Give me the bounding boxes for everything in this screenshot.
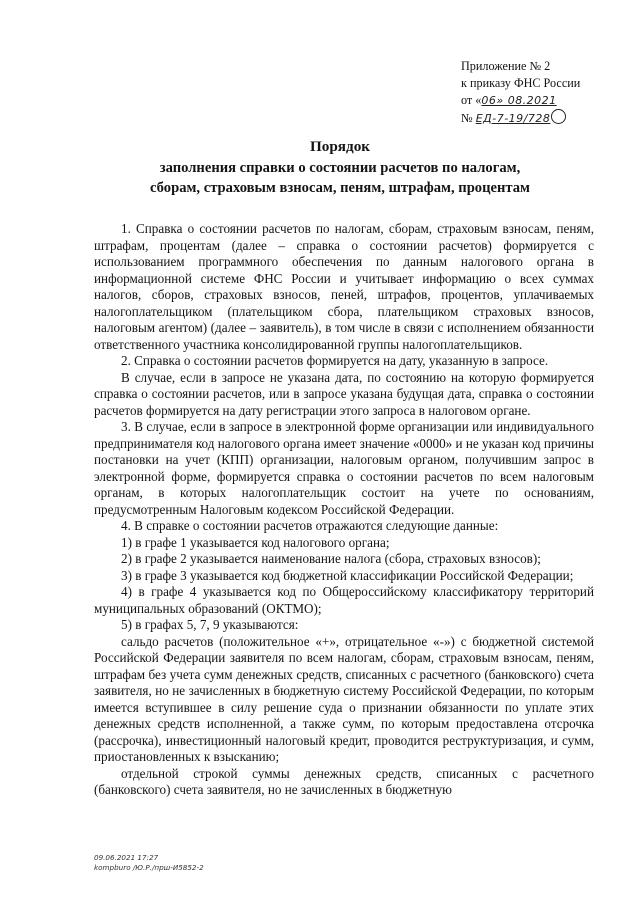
order-reference: к приказу ФНС России <box>461 76 581 90</box>
list-item: 4) в графе 4 указывается код по Общероссийскому классификатору территорий муниципальных образований (ОКТМО); <box>94 584 594 616</box>
appendix-number: Приложение № 2 <box>461 59 551 73</box>
list-item: 2) в графе 2 указывается наименование налога (сбора, страховых взносов); <box>121 551 541 566</box>
paragraph: 4. В справке о состоянии расчетов отражаются следующие данные: <box>121 518 499 533</box>
title-subheading-line-1: заполнения справки о состоянии расчетов по налогам, <box>159 160 521 176</box>
list-item: 3) в графе 3 указывается код бюджетной классификации Российской Федерации; <box>121 567 574 583</box>
appendix-header <box>461 58 611 127</box>
handwritten-number: ЕД-7-19/728 <box>475 112 551 125</box>
print-footer <box>94 853 204 873</box>
footer-timestamp: 09.06.2021 17:27 <box>94 853 159 862</box>
date-prefix: от « <box>461 93 482 107</box>
paragraph: 2. Справка о состоянии расчетов формируется на дату, указанную в запросе. <box>121 353 549 368</box>
paragraph: отдельной строкой суммы денежных средств, списанных с расчетного (банковского) счета заявителя, но не зачисленных в бюджетную <box>94 765 594 797</box>
paragraph: 3. В случае, если в запросе в электронной форме организации или индивидуального предпринимателя код налогового органа имеет значение «0000» и не указан код причины постановки на учет (КПП) организации, налоговым органом, получившим запрос в электронной форме, формируется справка о состоянии расчетов по всем налоговым органам, в которых налогоплательщик состоит на учете по основаниям, предусмотренным Налоговым кодексом Российской Федерации. <box>94 419 594 517</box>
list-item: 1) в графе 1 указывается код налогового органа; <box>121 534 390 550</box>
document-body <box>94 221 594 799</box>
handwritten-date: 06» 08.2021 <box>481 94 557 107</box>
paragraph: 1. Справка о состоянии расчетов по налогам, сборам, страховым взносам, пеням, штрафам, процентам (далее – справка о состоянии расчетов) формируется с использованием программного обеспечения по данным налогового органа в информационной системе ФНС России и учитывает информацию о всех суммах налогов, сборов, страховых взносов, пеней, штрафов, процентов, уплачиваемых налогоплательщиком (плательщиком сбора, плательщиком страховых взносов, налоговым агентом) (далее – заявитель), в том числе в связи с исполнением обязанности ответственного участника консолидированной группы налогоплательщиков. <box>94 221 594 352</box>
order-number-line <box>461 109 611 127</box>
title-subheading-line-2: сборам, страховым взносам, пеням, штрафам, процентам <box>150 180 530 196</box>
number-prefix: № <box>461 111 473 125</box>
document-title <box>100 137 580 198</box>
list-item: 5) в графах 5, 7, 9 указываются: <box>121 617 299 632</box>
title-heading: Порядок <box>309 138 371 155</box>
handwritten-circle-mark <box>551 109 566 124</box>
order-date-line <box>461 92 611 109</box>
footer-file-ref: kompburo /Ю.Р./прш-И5852-2 <box>94 863 204 872</box>
paragraph: сальдо расчетов (положительное «+», отрицательное «-») с бюджетной системой Российской Федерации заявителя по всем налогам, сборам, страховым взносам, пеням, штрафам без учета сумм денежных средств, списанных с расчетного (банковского) счета заявителя, но не зачисленных в бюджетную систему Российской Федерации, по которым имеется вступившее в силу решение суда о признании обязанности по уплате этих денежных средств исполненной, а также сумм, по которым предоставлена отсрочка (рассрочка), инвестиционный налоговый кредит, проводится реструктуризация, и сумм, приостановленных к взысканию; <box>94 633 594 764</box>
paragraph: В случае, если в запросе не указана дата, по состоянию на которую формируется справка о состоянии расчетов, или в запросе указана будущая дата, справка о состоянии расчетов формируется на дату регистрации этого запроса в налоговом органе. <box>94 369 594 418</box>
